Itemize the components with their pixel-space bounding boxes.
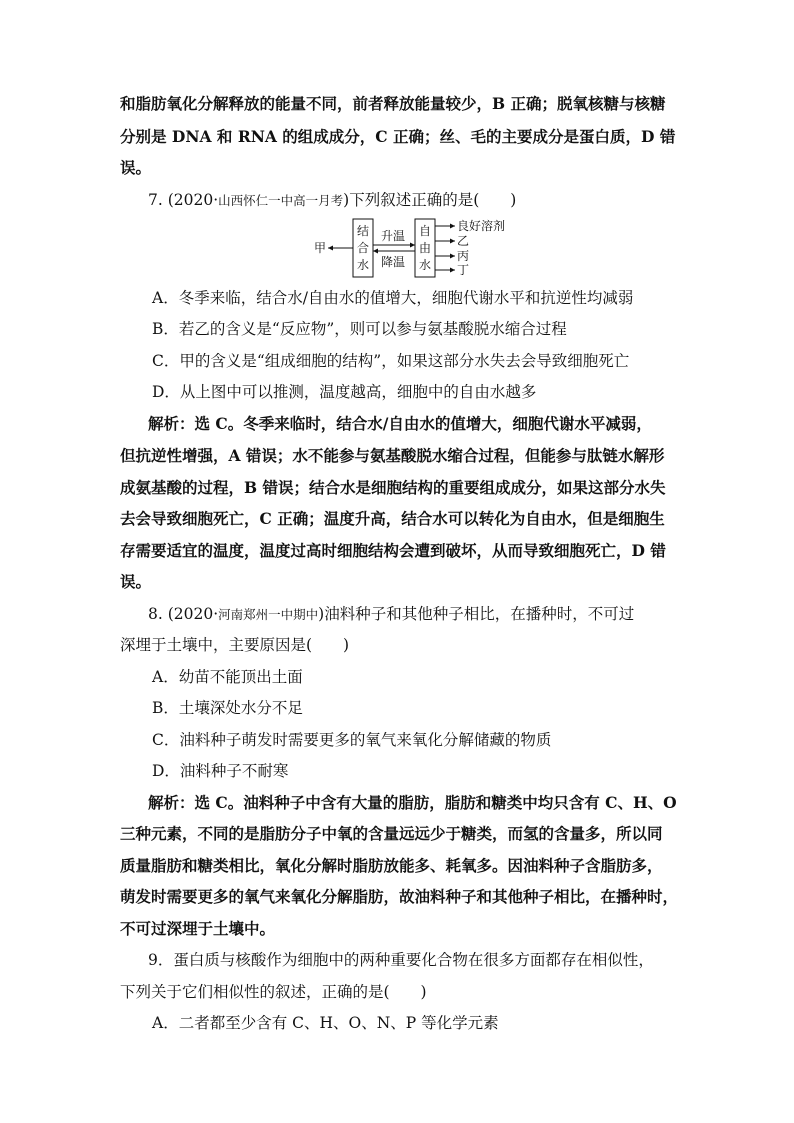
free-water-char: 自 xyxy=(419,224,432,238)
question-source: 山西怀仁一中高一月考 xyxy=(218,193,344,208)
bound-water-char: 水 xyxy=(357,258,370,272)
option-c: C．甲的含义是“组成细胞的结构”，如果这部分水失去会导致细胞死亡 xyxy=(152,352,630,370)
source-open: (2020· xyxy=(167,191,219,209)
diagram-label-jia: 甲 xyxy=(314,241,327,255)
option-b: B．土壤深处水分不足 xyxy=(152,699,303,717)
arrowhead xyxy=(410,243,415,248)
question-text: 下列叙述正确的是( ) xyxy=(349,191,517,209)
analysis-line: 存需要适宜的温度，温度过高时细胞结构会遭到破坏，从而导致细胞死亡，D 错 xyxy=(120,541,666,560)
question-9-stem: 9．蛋白质与核酸作为细胞中的两种重要化合物在很多方面都存在相似性， xyxy=(148,951,654,969)
water-diagram xyxy=(310,215,530,281)
arrowhead xyxy=(450,224,455,229)
free-water-char: 水 xyxy=(419,258,432,272)
arrowhead xyxy=(450,239,455,244)
output-label: 乙 xyxy=(457,234,470,248)
option-a: A．二者都至少含有 C、H、O、N、P 等化学元素 xyxy=(152,1014,499,1032)
option-d: D．从上图中可以推测，温度越高，细胞中的自由水越多 xyxy=(152,383,537,401)
output-label: 良好溶剂 xyxy=(457,219,506,233)
analysis-line: 误。 xyxy=(120,572,152,591)
analysis-line: 去会导致细胞死亡，C 正确；温度升高，结合水可以转化为自由水，但是细胞生 xyxy=(120,509,665,528)
question-8-stem xyxy=(148,603,794,626)
arrow-label-heat: 升温 xyxy=(381,229,406,243)
analysis-line: 质量脂肪和糖类相比，氧化分解时脂肪放能多、耗氧多。因油料种子含脂肪多， xyxy=(120,856,663,875)
question-text: 油料种子和其他种子相比，在播种时，不可过 xyxy=(324,605,635,623)
free-water-char: 由 xyxy=(419,241,432,255)
arrowhead xyxy=(328,246,333,251)
arrowhead xyxy=(450,254,455,259)
text-line: 和脂肪氧化分解释放的能量不同，前者释放能量较少，B 正确；脱氧核糖与核糖 xyxy=(120,94,666,113)
option-a: A．幼苗不能顶出土面 xyxy=(152,668,303,686)
question-source: 河南郑州一中期中 xyxy=(218,607,319,622)
analysis-line: 三种元素，不同的是脂肪分子中氧的含量远远少于糖类，而氢的含量多，所以同 xyxy=(120,824,663,843)
bound-water-char: 合 xyxy=(357,241,370,255)
analysis-line: 但抗逆性增强，A 错误；水不能参与氨基酸脱水缩合过程，但能参与肽链水解形 xyxy=(120,446,665,465)
option-b: B．若乙的含义是“反应物”，则可以参与氨基酸脱水缩合过程 xyxy=(152,320,567,338)
question-number: 8. xyxy=(148,605,163,623)
analysis-line: 解析：选 C。油料种子中含有大量的脂肪，脂肪和糖类中均只含有 C、H、O xyxy=(148,793,677,812)
analysis-line: 萌发时需要更多的氧气来氧化分解脂肪，故油料种子和其他种子相比，在播种时， xyxy=(120,887,679,906)
arrowhead xyxy=(373,249,378,254)
question-9-stem-cont: 下列关于它们相似性的叙述，正确的是( ) xyxy=(120,983,427,1001)
analysis-line: 不可过深埋于土壤中。 xyxy=(120,919,276,938)
analysis-line: 解析：选 C。冬季来临时，结合水/自由水的值增大，细胞代谢水平减弱， xyxy=(148,414,652,433)
output-label: 丁 xyxy=(457,263,470,277)
source-close: ) xyxy=(343,191,350,209)
arrowhead xyxy=(450,268,455,273)
bound-water-char: 结 xyxy=(357,224,370,238)
option-c: C．油料种子萌发时需要更多的氧气来氧化分解储藏的物质 xyxy=(152,731,552,749)
source-open: (2020· xyxy=(167,605,219,623)
arrow-label-cool: 降温 xyxy=(381,255,406,269)
question-7-stem xyxy=(148,189,794,212)
question-8-stem-cont: 深埋于土壤中，主要原因是( ) xyxy=(120,636,350,654)
analysis-line: 成氨基酸的过程，B 错误；结合水是细胞结构的重要组成成分，如果这部分水失 xyxy=(120,478,666,497)
option-d: D．油料种子不耐寒 xyxy=(152,762,289,780)
question-number: 7. xyxy=(148,191,163,209)
text-line: 分别是 DNA 和 RNA 的组成成分，C 正确；丝、毛的主要成分是蛋白质，D 错 xyxy=(120,127,676,146)
option-a: A．冬季来临，结合水/自由水的值增大，细胞代谢水平和抗逆性均减弱 xyxy=(152,289,634,307)
output-label: 丙 xyxy=(457,249,470,263)
source-close: ) xyxy=(318,605,325,623)
text-line: 误。 xyxy=(120,158,152,177)
